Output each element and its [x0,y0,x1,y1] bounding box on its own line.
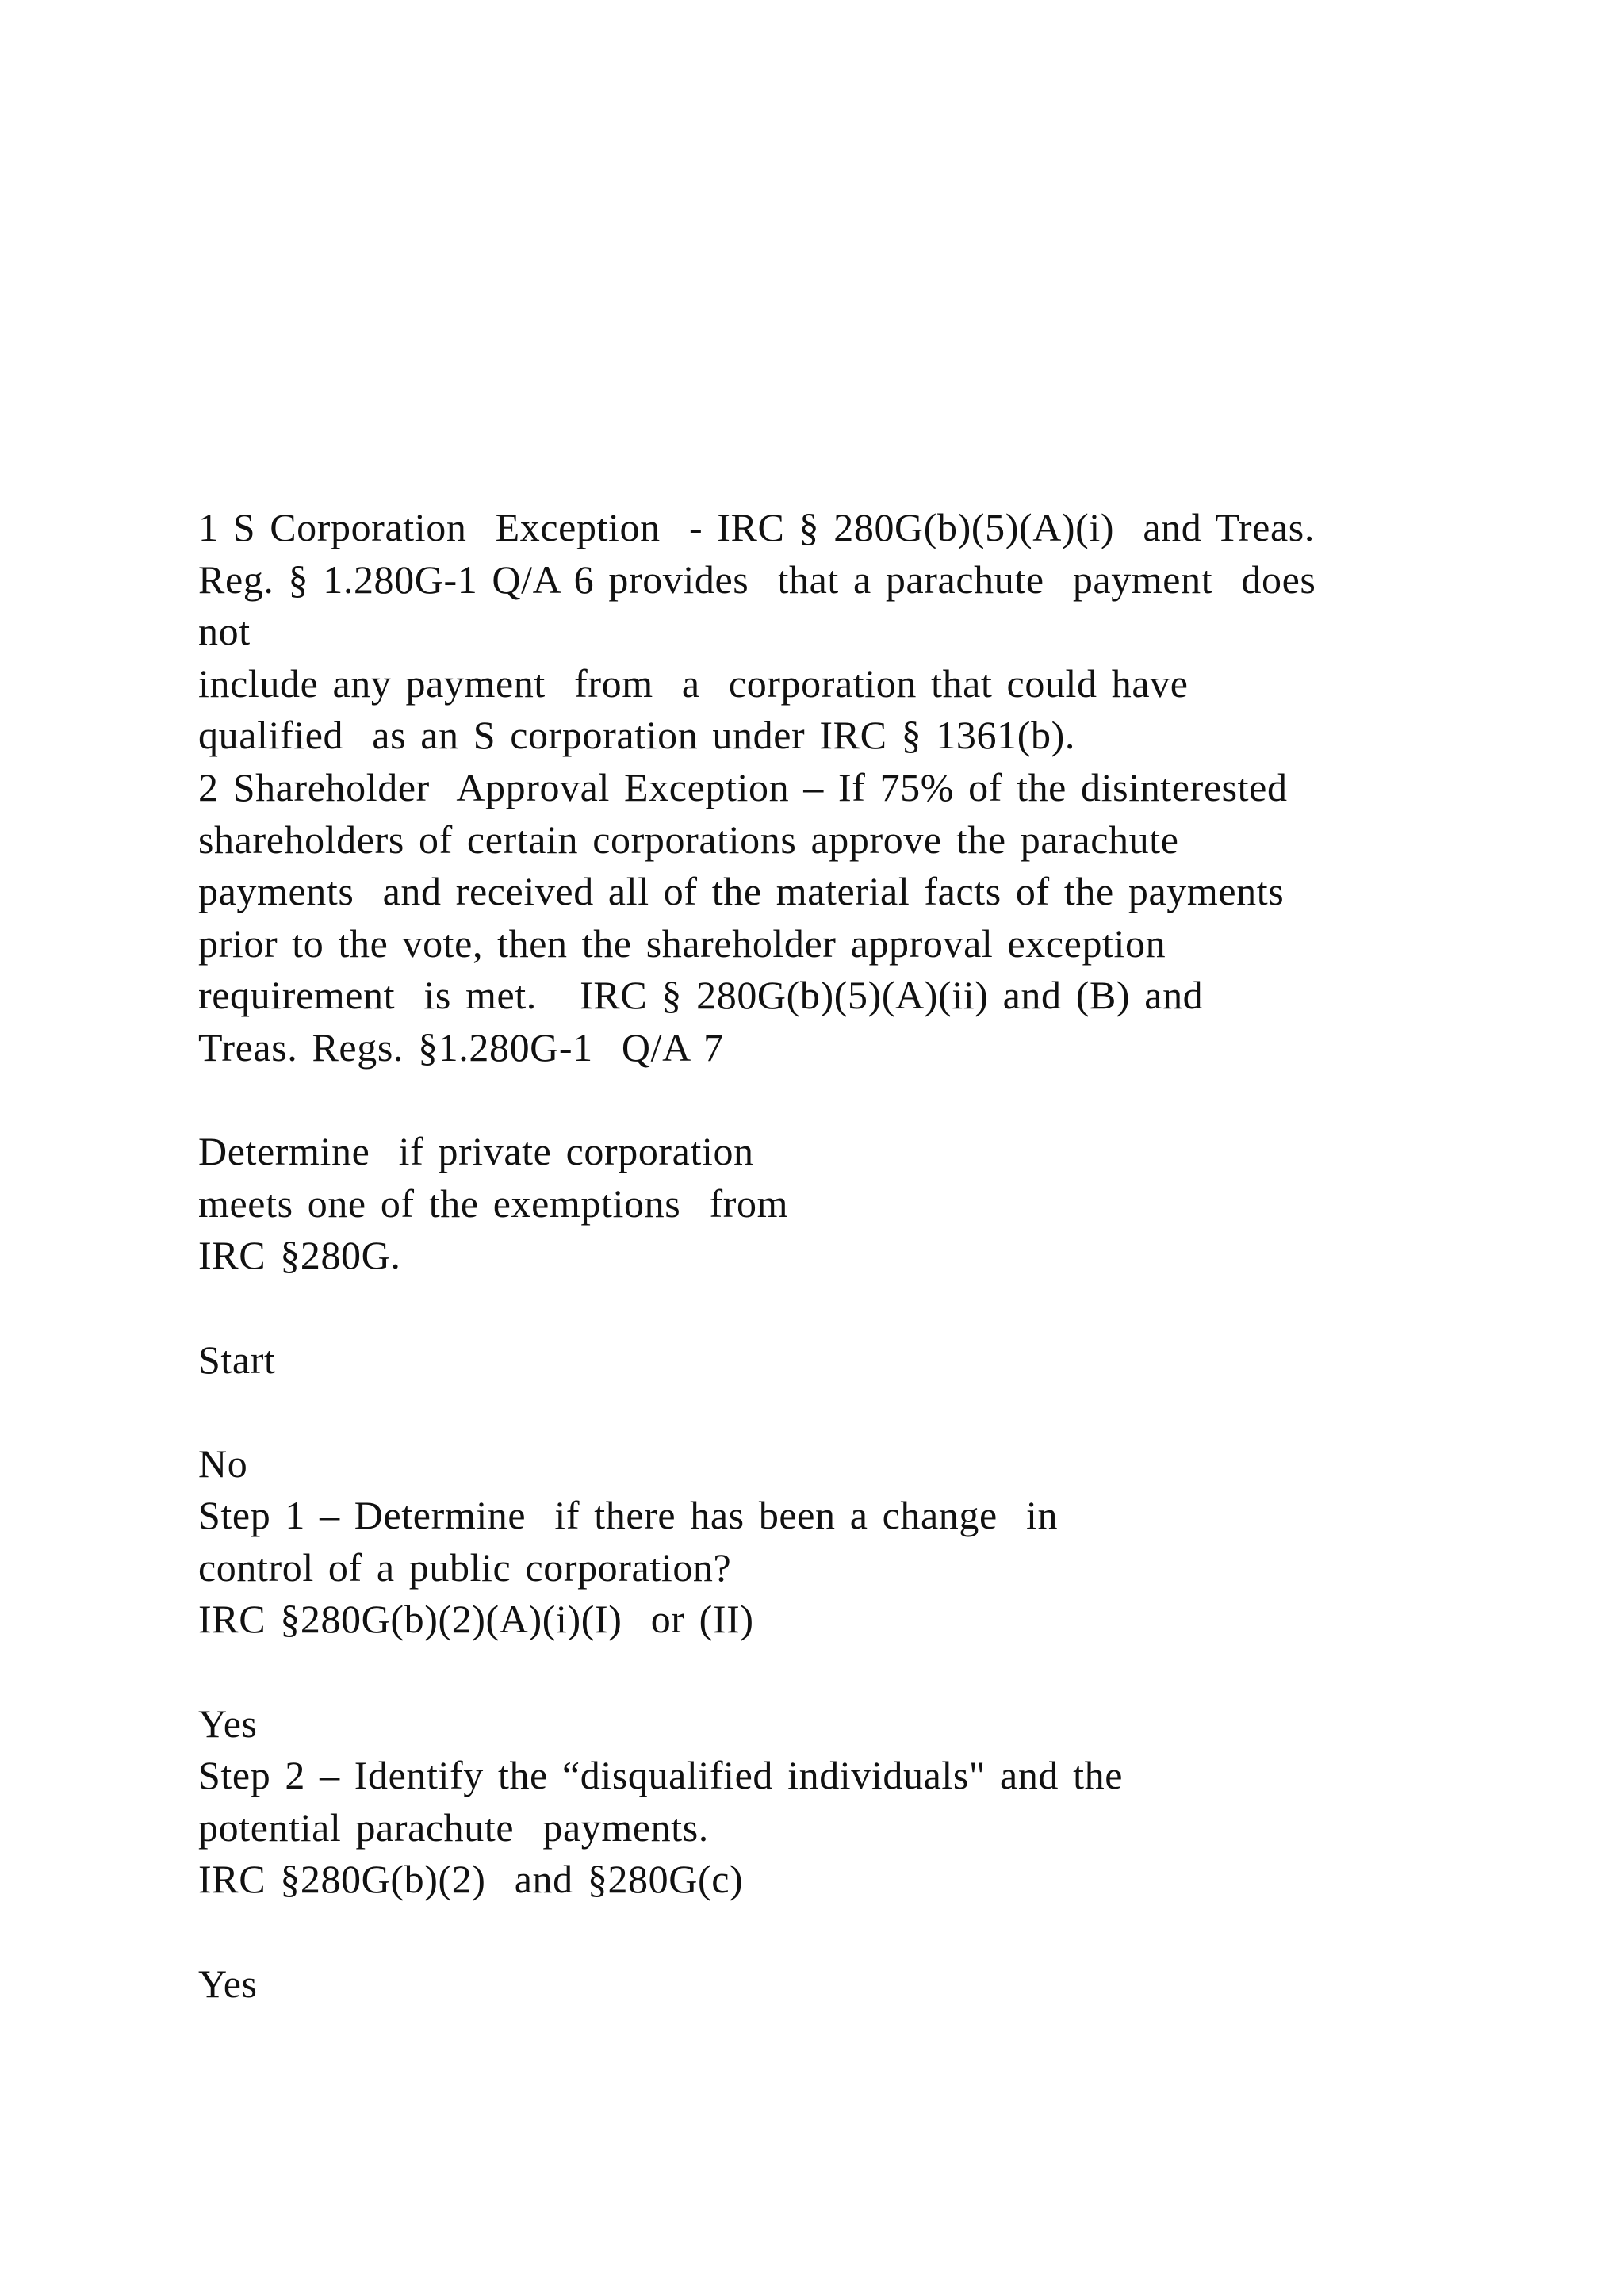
text-line: IRC §280G. [198,1233,401,1278]
text-line: payments and received all of the material facts of the payments [198,869,1285,914]
text-line: Step 1 – Determine if there has been a change in [198,1493,1059,1538]
text-line: prior to the vote, then the shareholder approval exception [198,920,1166,966]
text-line: not [198,609,251,654]
text-line: IRC §280G(b)(2) and §280G(c) [198,1857,744,1902]
blank-line [198,1074,1515,1127]
text-line: Yes [198,1961,258,2006]
text-line: include any payment from a corporation that could have [198,660,1189,706]
text-line: Start [198,1337,276,1382]
blank-line [198,1282,1515,1334]
text-line: potential parachute payments. [198,1804,709,1850]
text-line: control of a public corporation? [198,1544,732,1590]
text-line: 2 Shareholder Approval Exception – If 75% of the disinterested [198,764,1288,809]
text-line: 1 S Corporation Exception - IRC § 280G(b)(5)(A)(i) and Treas. [198,505,1315,549]
text-line: meets one of the exemptions from [198,1181,789,1226]
text-line: Step 2 – Identify the “disqualified individuals" and the [198,1753,1124,1798]
text-line: qualified as an S corporation under IRC § 1361(b). [198,713,1075,758]
text-line: requirement is met. IRC § 280G(b)(5)(A)(ii) and (B) and [198,973,1204,1018]
text-line: Determine if private corporation [198,1129,754,1174]
text-line: Treas. Regs. §1.280G-1 Q/A 7 [198,1024,724,1070]
blank-line [198,1646,1515,1698]
blank-line [198,1386,1515,1438]
text-line: shareholders of certain corporations approve the parachute [198,817,1179,862]
document-body [198,502,1515,2010]
blank-line [198,1906,1515,1958]
text-line: No [198,1441,248,1486]
text-line: Yes [198,1701,258,1746]
text-line: IRC §280G(b)(2)(A)(i)(I) or (II) [198,1597,754,1642]
text-line: Reg. § 1.280G-1 Q/A 6 provides that a parachute payment does [198,557,1316,602]
